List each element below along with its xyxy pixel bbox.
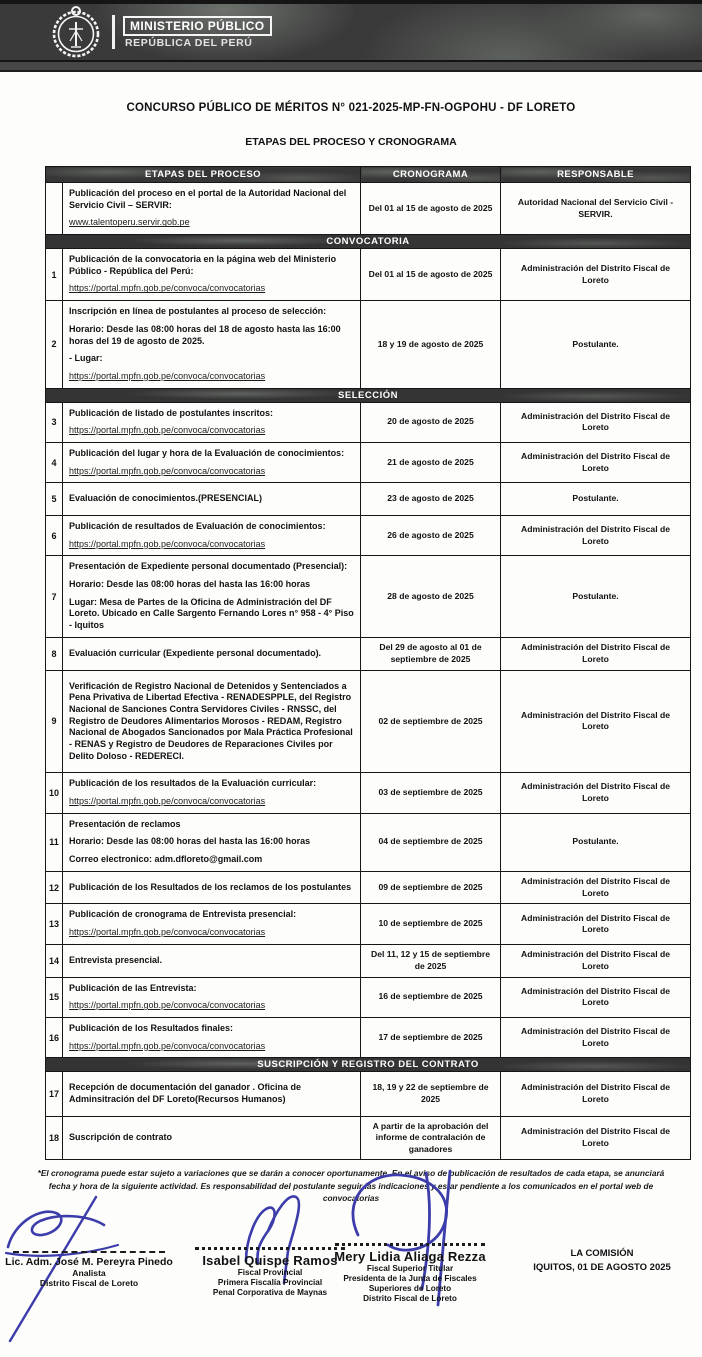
stage-description-cell xyxy=(63,1072,361,1116)
responsable-cell: Postulante. xyxy=(501,556,691,637)
responsable-cell: Administración del Distrito Fiscal de Loreto xyxy=(501,637,691,670)
commission-block xyxy=(512,1247,692,1276)
stage-text: Entrevista presencial. xyxy=(69,954,163,965)
stage-number: 11 xyxy=(46,813,63,871)
signatory-title: Analista xyxy=(72,1267,106,1278)
section-row xyxy=(46,1058,691,1072)
stage-description-cell xyxy=(63,977,361,1017)
stage-number: 7 xyxy=(46,556,63,637)
url-link[interactable]: https://portal.mpfn.gob.pe/convoca/convocatorias xyxy=(69,465,266,476)
responsable-cell: Administración del Distrito Fiscal de Loreto xyxy=(501,1072,691,1116)
table-row xyxy=(46,944,691,977)
stage-text: Publicación del proceso en el portal de la Autoridad Nacional del Servicio Civil – SERVIR: xyxy=(69,188,347,210)
stage-number: 4 xyxy=(46,442,63,482)
signatory-title: Fiscal Superior Titular xyxy=(366,1263,454,1273)
url-link[interactable]: https://portal.mpfn.gob.pe/convoca/convocatorias xyxy=(69,1040,266,1051)
stage-text: Horario: Desde las 08:00 horas del hasta las 16:00 horas xyxy=(69,579,311,590)
signatory-title: Distrito Fiscal de Loreto xyxy=(363,1294,457,1304)
responsable-cell: Administración del Distrito Fiscal de Loreto xyxy=(501,1116,691,1160)
process-table-body xyxy=(46,183,691,1160)
stage-number: 13 xyxy=(46,904,63,944)
section-header: CONVOCATORIA xyxy=(46,235,691,249)
section-row xyxy=(46,388,691,402)
cronograma-cell: Del 29 de agosto al 01 de septiembre de 2025 xyxy=(361,637,501,670)
url-link[interactable]: https://portal.mpfn.gob.pe/convoca/convocatorias xyxy=(69,1000,266,1011)
stage-number: 15 xyxy=(46,977,63,1017)
stage-description-cell xyxy=(63,483,361,516)
signatory-title: Presidenta de la Junta de Fiscales xyxy=(343,1273,477,1283)
stage-text: Publicación de los Resultados de los reclamos de los postulantes xyxy=(69,881,352,892)
stage-number: 2 xyxy=(46,301,63,388)
table-row xyxy=(46,670,691,773)
document-subtitle: ETAPAS DEL PROCESO Y CRONOGRAMA xyxy=(245,136,457,148)
table-row xyxy=(46,442,691,482)
signatures-area xyxy=(0,1207,702,1357)
stage-description-cell xyxy=(63,871,361,904)
column-header-responsable: RESPONSABLE xyxy=(501,167,691,183)
signature-line xyxy=(13,1251,165,1253)
signatory-title: Superiores de Loreto xyxy=(368,1284,452,1294)
table-row xyxy=(46,402,691,442)
section-header: SELECCIÓN xyxy=(46,388,691,402)
table-row xyxy=(46,556,691,637)
stage-number: 18 xyxy=(46,1116,63,1160)
stage-text: Recepción de documentación del ganador . Oficina de Adminsitración del DF Loreto(Recursos Humanos) xyxy=(69,1082,302,1104)
org-subtitle: REPÚBLICA DEL PERÚ xyxy=(125,36,253,49)
banner-bottom-strip xyxy=(0,62,702,72)
stage-text: Publicación de la convocatoria en la página web del Ministerio Público - República del Perú: xyxy=(69,254,337,276)
stage-number: 6 xyxy=(46,516,63,556)
cronograma-cell: 28 de agosto de 2025 xyxy=(361,556,501,637)
banner-org xyxy=(123,16,272,49)
process-schedule-table xyxy=(45,166,691,1160)
responsable-cell: Administración del Distrito Fiscal de Loreto xyxy=(501,249,691,301)
table-row xyxy=(46,773,691,813)
cronograma-cell: 16 de septiembre de 2025 xyxy=(361,977,501,1017)
stage-text: Presentación de Expediente personal documentado (Presencial): xyxy=(69,561,348,572)
responsable-cell: Administración del Distrito Fiscal de Loreto xyxy=(501,773,691,813)
signatory-title: Primera Fiscalía Provincial xyxy=(217,1277,323,1287)
stage-text: Publicación de los Resultados finales: xyxy=(69,1022,234,1033)
url-link[interactable]: https://portal.mpfn.gob.pe/convoca/convocatorias xyxy=(69,283,266,294)
org-name: MINISTERIO PÚBLICO xyxy=(123,16,272,36)
stage-description-cell xyxy=(63,670,361,773)
header-banner xyxy=(0,4,702,62)
stage-description-cell xyxy=(63,944,361,977)
stage-description-cell xyxy=(63,516,361,556)
stage-description-cell xyxy=(63,442,361,482)
signatory-name: Mery Lidia Aliaga Rezza xyxy=(334,1248,486,1264)
responsable-cell: Administración del Distrito Fiscal de Loreto xyxy=(501,1017,691,1057)
responsable-cell: Autoridad Nacional del Servicio Civil - SERVIR. xyxy=(501,183,691,235)
url-link[interactable]: https://portal.mpfn.gob.pe/convoca/convocatorias xyxy=(69,796,266,806)
responsable-cell: Administración del Distrito Fiscal de Loreto xyxy=(501,944,691,977)
responsable-cell: Administración del Distrito Fiscal de Loreto xyxy=(501,442,691,482)
cronograma-cell: 02 de septiembre de 2025 xyxy=(361,670,501,773)
stage-text: Evaluación de conocimientos.(PRESENCIAL) xyxy=(69,493,263,504)
stage-text: Verificación de Registro Nacional de Detenidos y Sentenciados a Pena Privativa de Libertad Efectiva - RENADESPPLE, del Registro Nacional de Sanciones Contra Servidores Civiles - RNSSC, del Registro de Deudores Alimentarios Morosos - REDAM, Registro Nacional de Abogados Sancionados por Mala Práctica Profesional - RENAS y Registro de Deudores de Reparaciones Civiles por Delito Doloso - REDERECI. xyxy=(69,680,353,761)
stage-description-cell xyxy=(63,904,361,944)
table-row xyxy=(46,637,691,670)
cronograma-cell: 17 de septiembre de 2025 xyxy=(361,1017,501,1057)
signatory-name: Lic. Adm. José M. Pereyra Pinedo xyxy=(5,1255,173,1268)
signatory-title: Fiscal Provincial xyxy=(237,1267,303,1277)
cronograma-cell: 18, 19 y 22 de septiembre de 2025 xyxy=(361,1072,501,1116)
banner-divider xyxy=(112,15,115,49)
table-row xyxy=(46,183,691,235)
table-row xyxy=(46,813,691,871)
stage-description-cell xyxy=(63,1017,361,1057)
responsable-cell: Postulante. xyxy=(501,813,691,871)
signature-block xyxy=(330,1243,490,1305)
stage-number: 3 xyxy=(46,402,63,442)
cronograma-cell: A partir de la aprobación del informe de contralación de ganadores xyxy=(361,1116,501,1160)
stage-description-cell xyxy=(63,183,361,235)
stage-text: Publicación de los resultados de la Evaluación curricular: xyxy=(69,778,317,789)
stage-number: 1 xyxy=(46,249,63,301)
stage-text: Publicación de las Entrevista: xyxy=(69,982,197,993)
stage-description-cell xyxy=(63,813,361,871)
stage-description-cell xyxy=(63,249,361,301)
stage-text: Publicación del lugar y hora de la Evaluación de conocimientos: xyxy=(69,447,345,458)
cronograma-cell: 18 y 19 de agosto de 2025 xyxy=(361,301,501,388)
responsable-cell: Administración del Distrito Fiscal de Loreto xyxy=(501,402,691,442)
table-row xyxy=(46,516,691,556)
stage-number: 16 xyxy=(46,1017,63,1057)
ministerio-publico-seal-icon xyxy=(50,5,102,59)
table-row xyxy=(46,1072,691,1116)
stage-number: 9 xyxy=(46,670,63,773)
signatory-title: Distrito Fiscal de Loreto xyxy=(39,1278,139,1289)
stage-text: Inscripción en línea de postulantes al proceso de selección: xyxy=(69,306,327,317)
signatory-title: Penal Corporativa de Maynas xyxy=(212,1288,328,1298)
stage-text: Suscripción de contrato xyxy=(69,1132,173,1143)
signature-block xyxy=(190,1247,350,1299)
stage-text: Correo electronico: adm.dfloreto@gmail.com xyxy=(69,854,263,865)
stage-description-cell xyxy=(63,556,361,637)
url-link[interactable]: https://portal.mpfn.gob.pe/convoca/convocatorias xyxy=(69,927,266,938)
section-row xyxy=(46,235,691,249)
responsable-cell: Postulante. xyxy=(501,301,691,388)
cronograma-cell: 23 de agosto de 2025 xyxy=(361,483,501,516)
document-title: CONCURSO PÚBLICO DE MÉRITOS N° 021-2025-MP-FN-OGPOHU - DF LORETO xyxy=(126,102,576,114)
cronograma-cell: 04 de septiembre de 2025 xyxy=(361,813,501,871)
cronograma-cell: Del 11, 12 y 15 de septiembre de 2025 xyxy=(361,944,501,977)
stage-number: 5 xyxy=(46,483,63,516)
column-header-cronograma: CRONOGRAMA xyxy=(361,167,501,183)
footnote-text: *El cronograma puede estar sujeto a variaciones que se darán a conocer oportunamente. En el aviso de publicación de resultados de cada etapa, se anunciará fecha y hora de la siguiente actividad. Es responsabilidad del postulante seguir las indicaciones y estar pendiente a los comunicados en el portal web de convocatorias xyxy=(37,1168,665,1204)
responsable-cell: Administración del Distrito Fiscal de Loreto xyxy=(501,904,691,944)
stage-text: Publicación de listado de postulantes inscritos: xyxy=(69,407,274,418)
stage-text: Publicación de cronograma de Entrevista presencial: xyxy=(69,909,297,920)
stage-text: - Lugar: xyxy=(69,353,103,364)
responsable-cell: Administración del Distrito Fiscal de Loreto xyxy=(501,670,691,773)
stage-description-cell xyxy=(63,773,361,813)
table-header-row xyxy=(46,167,691,183)
stage-number: 17 xyxy=(46,1072,63,1116)
responsable-cell: Administración del Distrito Fiscal de Loreto xyxy=(501,871,691,904)
table-row xyxy=(46,301,691,388)
signatory-name: Isabel Quispe Ramos xyxy=(202,1252,338,1268)
table-row xyxy=(46,249,691,301)
stage-number: 14 xyxy=(46,944,63,977)
stage-description-cell xyxy=(63,301,361,388)
signature-line xyxy=(335,1243,485,1246)
responsable-cell: Postulante. xyxy=(501,483,691,516)
signature-block xyxy=(4,1251,174,1289)
url-link[interactable]: https://portal.mpfn.gob.pe/convoca/convocatorias xyxy=(69,538,266,549)
stage-number: 10 xyxy=(46,773,63,813)
stage-text: Horario: Desde las 08:00 horas del 18 de agosto hasta las 16:00 horas del 19 de agosto de 2025. xyxy=(69,323,341,346)
stage-text: Horario: Desde las 08:00 horas del hasta las 16:00 horas xyxy=(69,836,311,847)
stage-number xyxy=(46,183,63,235)
cronograma-cell: 26 de agosto de 2025 xyxy=(361,516,501,556)
url-link[interactable]: https://portal.mpfn.gob.pe/convoca/convocatorias xyxy=(69,370,266,381)
signature-line xyxy=(195,1247,345,1250)
table-row xyxy=(46,871,691,904)
table-row xyxy=(46,483,691,516)
cronograma-cell: Del 01 al 15 de agosto de 2025 xyxy=(361,249,501,301)
stage-text: Evaluación curricular (Expediente personal documentado). xyxy=(69,647,322,658)
commission-label: LA COMISIÓN xyxy=(570,1247,634,1259)
table-row xyxy=(46,1116,691,1160)
stage-text: Publicación de resultados de Evaluación de conocimientos: xyxy=(69,521,326,531)
stage-description-cell xyxy=(63,637,361,670)
stage-description-cell xyxy=(63,1116,361,1160)
column-header-etapas: ETAPAS DEL PROCESO xyxy=(46,167,361,183)
table-row xyxy=(46,904,691,944)
stage-description-cell xyxy=(63,402,361,442)
cronograma-cell: 21 de agosto de 2025 xyxy=(361,442,501,482)
cronograma-cell: Del 01 al 15 de agosto de 2025 xyxy=(361,183,501,235)
url-link[interactable]: https://portal.mpfn.gob.pe/convoca/convocatorias xyxy=(69,425,266,436)
cronograma-cell: 03 de septiembre de 2025 xyxy=(361,773,501,813)
cronograma-cell: 09 de septiembre de 2025 xyxy=(361,871,501,904)
cronograma-cell: 20 de agosto de 2025 xyxy=(361,402,501,442)
stage-number: 12 xyxy=(46,871,63,904)
stage-number: 8 xyxy=(46,637,63,670)
table-row xyxy=(46,977,691,1017)
stage-text: Lugar: Mesa de Partes de la Oficina de Administración del DF Loreto. Ubicado en Calle Sargento Fernando Lores n° 958 - 4° Piso - Iquitos xyxy=(69,596,354,631)
section-header: SUSCRIPCIÓN Y REGISTRO DEL CONTRATO xyxy=(46,1058,691,1072)
responsable-cell: Administración del Distrito Fiscal de Loreto xyxy=(501,516,691,556)
cronograma-cell: 10 de septiembre de 2025 xyxy=(361,904,501,944)
responsable-cell: Administración del Distrito Fiscal de Loreto xyxy=(501,977,691,1017)
url-link[interactable]: www.talentoperu.servir.gob.pe xyxy=(69,217,190,228)
commission-place-date: IQUITOS, 01 DE AGOSTO 2025 xyxy=(533,1261,671,1273)
stage-text: Presentación de reclamos xyxy=(69,818,181,829)
table-row xyxy=(46,1017,691,1057)
